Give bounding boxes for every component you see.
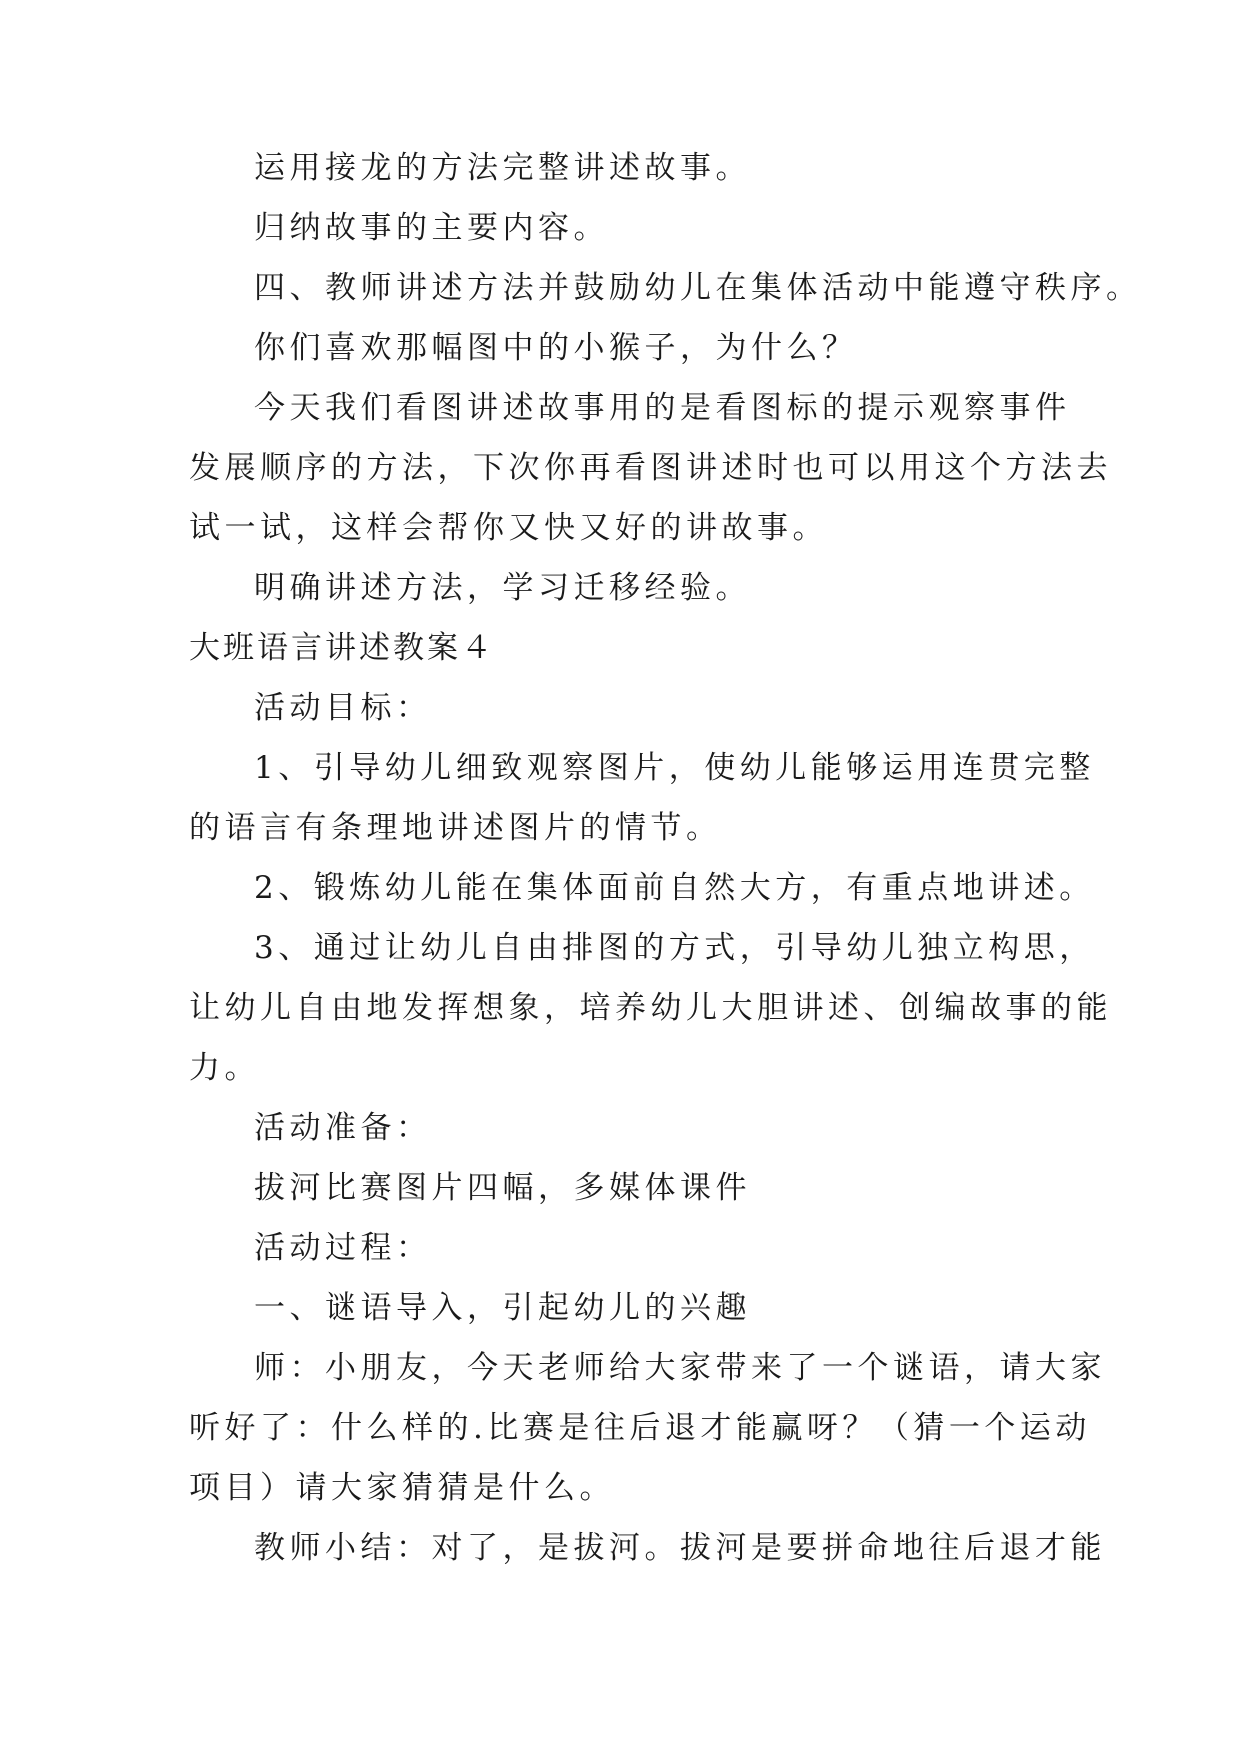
paragraph-continuation: 让幼儿自由地发挥想象，培养幼儿大胆讲述、创编故事的能 [189,990,1112,1026]
section-heading: 一、谜语导入，引起幼儿的兴趣 [254,1290,751,1326]
paragraph-continuation: 听好了：什么样的.比赛是往后退才能赢呀？（猜一个运动 [189,1410,1091,1446]
section-heading: 活动准备： [254,1110,432,1146]
paragraph-continuation: 项目）请大家猜猜是什么。 [189,1470,615,1506]
paragraph-continuation: 的语言有条理地讲述图片的情节。 [189,810,722,846]
paragraph-line: 师：小朋友，今天老师给大家带来了一个谜语，请大家 [254,1350,1106,1386]
paragraph-line: 今天我们看图讲述故事用的是看图标的提示观察事件 [254,390,1071,426]
document-title: 大班语言讲述教案４ [189,630,495,666]
paragraph-line: 明确讲述方法，学习迁移经验。 [254,570,751,606]
section-heading: 活动目标： [254,690,432,726]
paragraph-continuation: 力。 [189,1050,260,1086]
paragraph-continuation: 发展顺序的方法，下次你再看图讲述时也可以用这个方法去 [189,450,1112,486]
list-item: 1、引导幼儿细致观察图片，使幼儿能够运用连贯完整 [254,750,1095,786]
paragraph-continuation: 试一试，这样会帮你又快又好的讲故事。 [189,510,828,546]
section-heading: 四、教师讲述方法并鼓励幼儿在集体活动中能遵守秩序。 [254,270,1142,306]
paragraph-line: 归纳故事的主要内容。 [254,210,609,246]
paragraph-line: 拔河比赛图片四幅，多媒体课件 [254,1170,751,1206]
paragraph-line: 你们喜欢那幅图中的小猴子，为什么？ [254,330,858,366]
paragraph-line: 运用接龙的方法完整讲述故事。 [254,150,751,186]
list-item: 3、通过让幼儿自由排图的方式，引导幼儿独立构思， [254,930,1095,966]
paragraph-line: 教师小结：对了，是拔河。拔河是要拼命地往后退才能 [254,1530,1106,1566]
list-item: 2、锻炼幼儿能在集体面前自然大方，有重点地讲述。 [254,870,1095,906]
section-heading: 活动过程： [254,1230,432,1266]
